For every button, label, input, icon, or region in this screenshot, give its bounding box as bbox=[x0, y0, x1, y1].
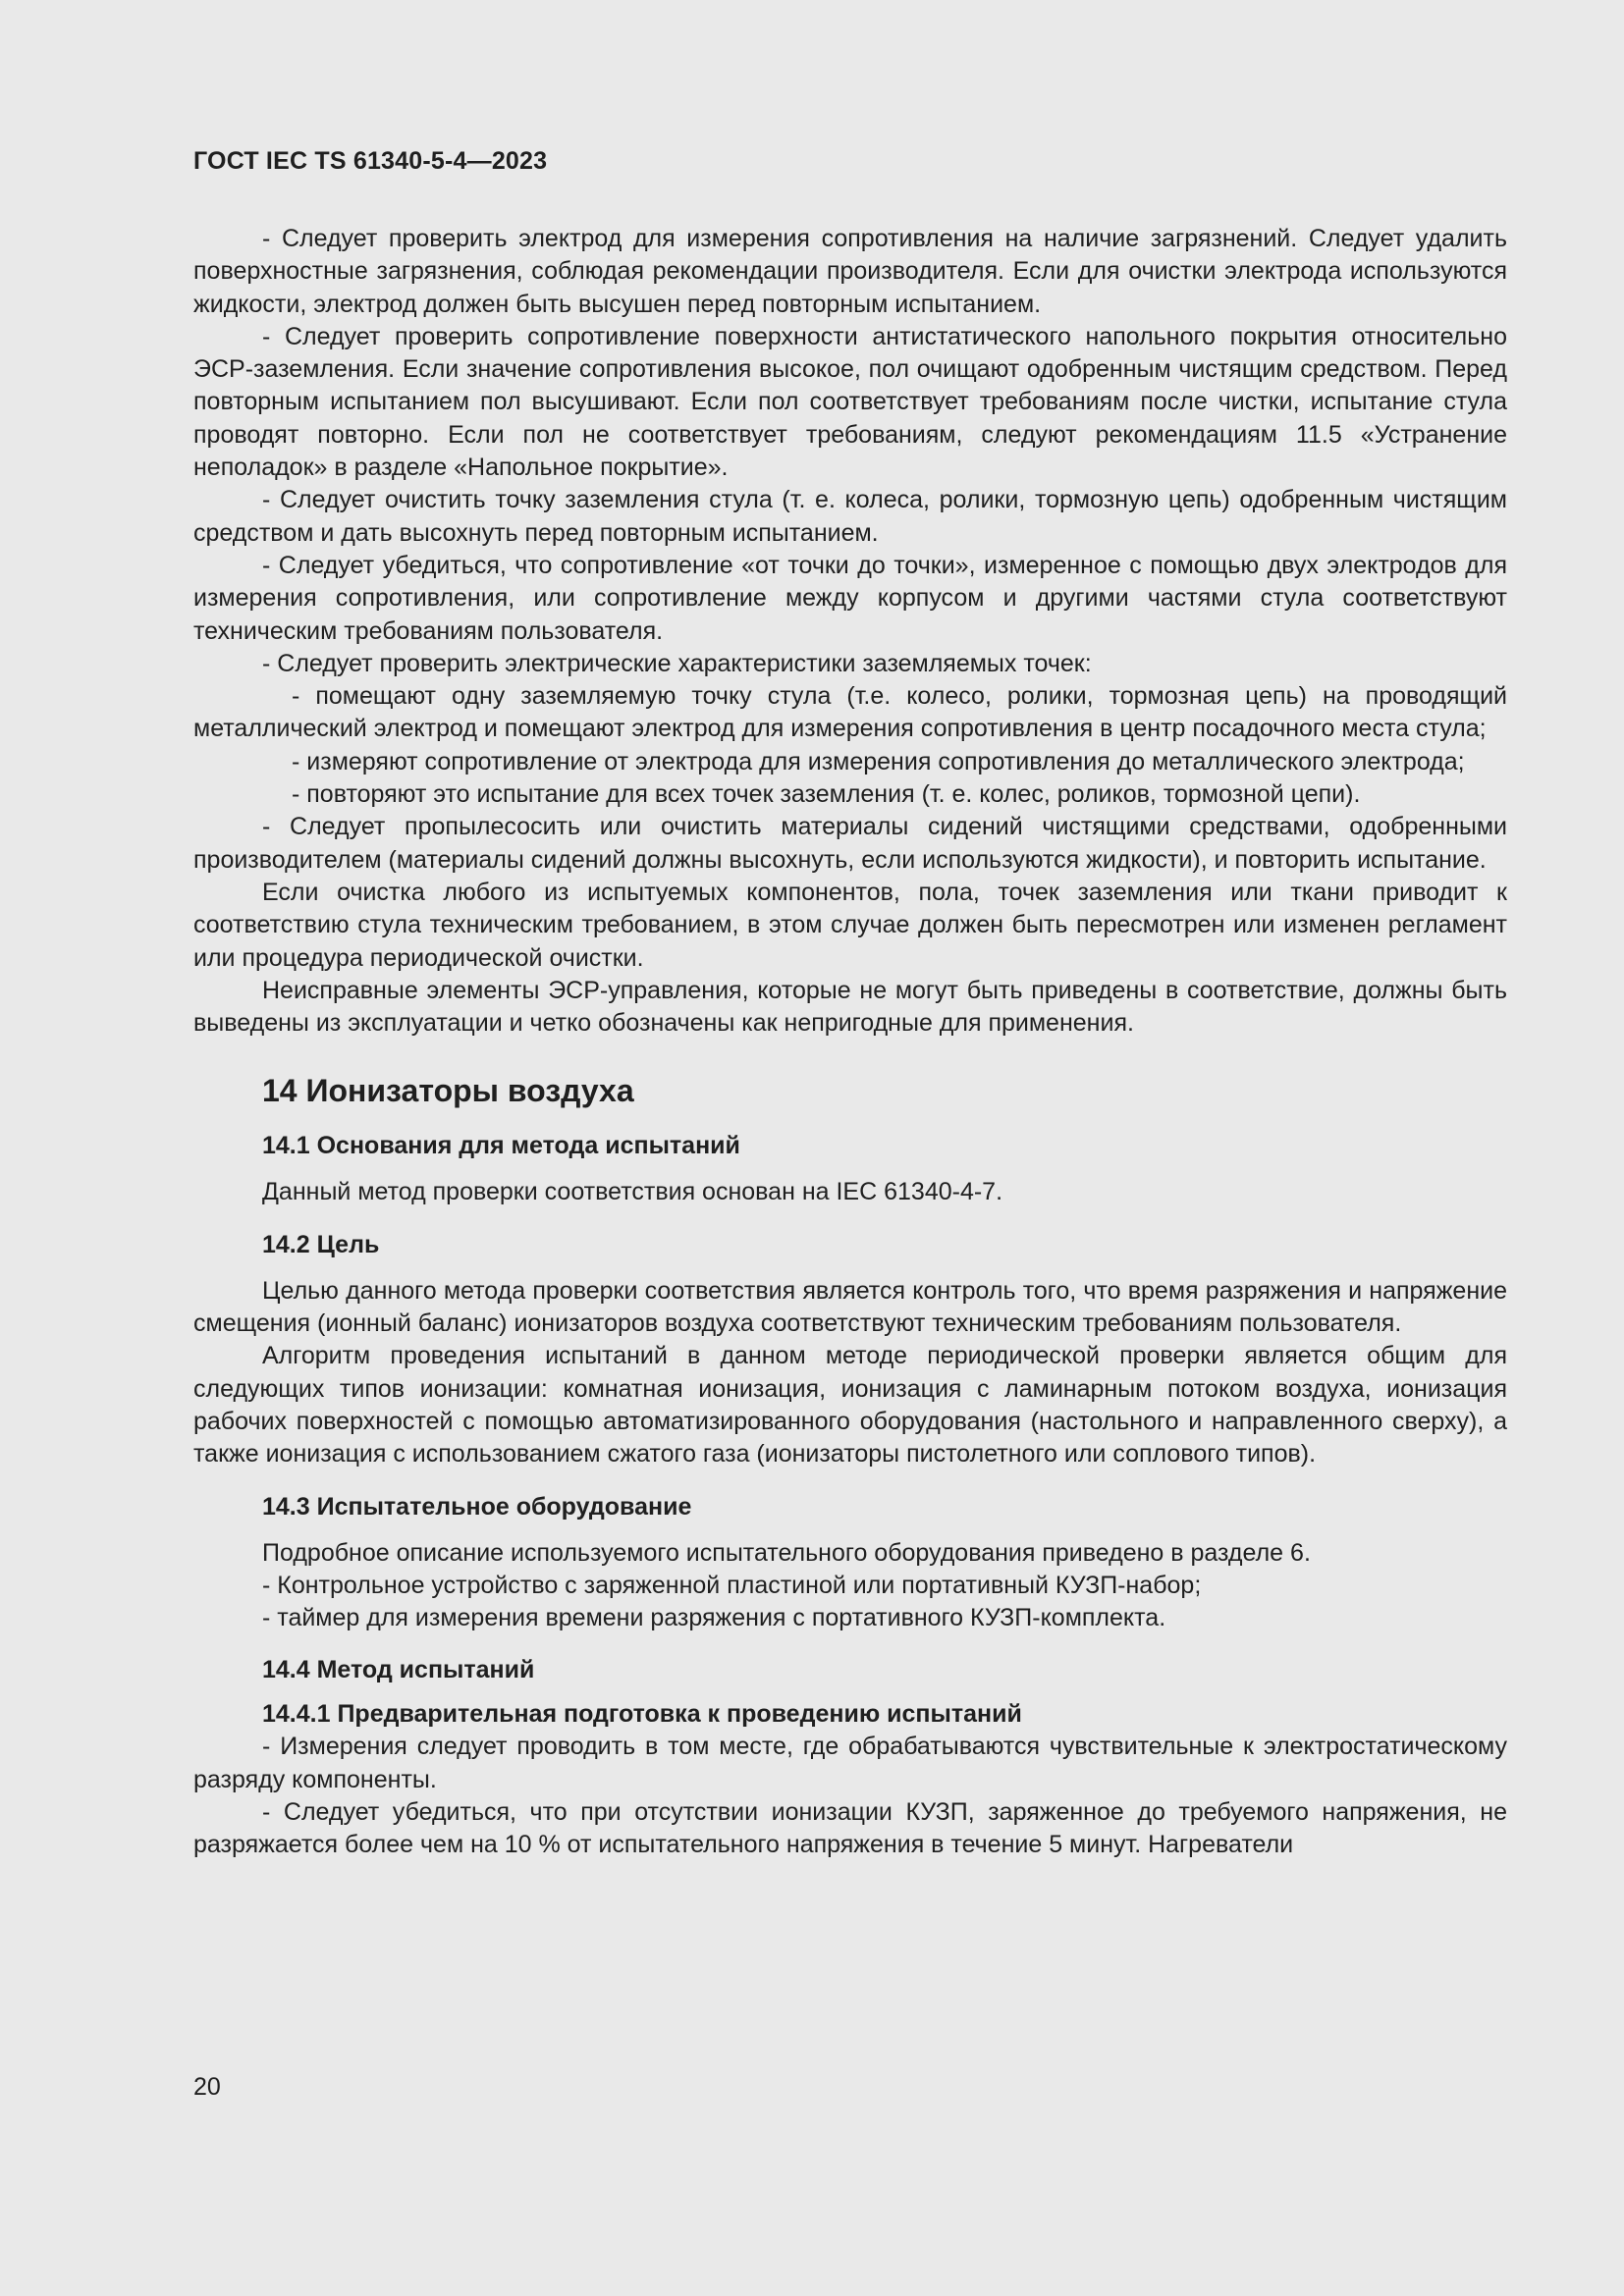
paragraph: - Следует проверить электрод для измерения сопротивления на наличие загрязнений. Следует удалить поверхностные загрязнения, соблюдая рекомендации производителя. Если для очистки электрода используются жидкости, электрод должен быть высушен перед повторным испытанием. bbox=[193, 225, 1507, 318]
subsection-heading-14-3: 14.3 Испытательное оборудование bbox=[262, 1492, 692, 1521]
list-item: - Измерения следует проводить в том месте, где обрабатываются чувствительные к электростатическому разряду компоненты. bbox=[193, 1733, 1507, 1793]
section-heading-14: 14 Ионизаторы воздуха bbox=[262, 1073, 634, 1109]
page-number: 20 bbox=[193, 2073, 221, 2101]
sub-list-item: - измеряют сопротивление от электрода для измерения сопротивления до металлического электрода; bbox=[292, 747, 1465, 775]
paragraph: Данный метод проверки соответствия основан на IEC 61340-4-7. bbox=[262, 1178, 1003, 1206]
subsection-heading-14-4-1: 14.4.1 Предварительная подготовка к проведению испытаний bbox=[262, 1700, 1022, 1729]
paragraph: Если очистка любого из испытуемых компонентов, пола, точек заземления или ткани приводит к соответствию стула техническим требованием, в этом случае должен быть пересмотрен или изменен регламент или процедура периодической очистки. bbox=[193, 878, 1507, 972]
document-header: ГОСТ IEC TS 61340-5-4—2023 bbox=[193, 147, 548, 175]
paragraph: - Следует убедиться, что сопротивление «от точки до точки», измеренное с помощью двух электродов для измерения сопротивления, или сопротивление между корпусом и другими частями стула соответствуют техническим требованиям пользователя. bbox=[193, 551, 1507, 645]
subsection-heading-14-1: 14.1 Основания для метода испытаний bbox=[262, 1132, 740, 1160]
paragraph: - Следует проверить сопротивление поверхности антистатического напольного покрытия относительно ЭСР-заземления. Если значение сопротивления высокое, пол очищают одобренным чистящим средством. Перед повторным испытанием пол высушивают. Если пол соответствует требованиям после чистки, испытание стула проводят повторно. Если пол не соответствует требованиям, следуют рекомендациям 11.5 «Устранение неполадок» в разделе «Напольное покрытие». bbox=[193, 322, 1507, 482]
list-item: - Контрольное устройство с заряженной пластиной или портативный КУЗП-набор; bbox=[262, 1571, 1202, 1599]
sub-list-item: - повторяют это испытание для всех точек заземления (т. е. колес, роликов, тормозной цепи). bbox=[292, 780, 1361, 809]
subsection-heading-14-2: 14.2 Цель bbox=[262, 1230, 380, 1258]
paragraph: - Следует очистить точку заземления стула (т. е. колеса, ролики, тормозную цепь) одобренным чистящим средством и дать высохнуть перед повторным испытанием. bbox=[193, 486, 1507, 547]
list-item: - Следует убедиться, что при отсутствии ионизации КУЗП, заряженное до требуемого напряжения, не разряжается более чем на 10 % от испытательного напряжения в течение 5 минут. Нагреватели bbox=[193, 1797, 1507, 1859]
paragraph: - Следует проверить электрические характеристики заземляемых точек: bbox=[262, 649, 1092, 677]
document-body bbox=[193, 223, 1507, 1862]
paragraph: Неисправные элементы ЭСР-управления, которые не могут быть приведены в соответствие, должны быть выведены из эксплуатации и четко обозначены как непригодные для применения. bbox=[193, 976, 1507, 1038]
list-item: - таймер для измерения времени разряжения с портативного КУЗП-комплекта. bbox=[262, 1604, 1166, 1632]
paragraph: - Следует пропылесосить или очистить материалы сидений чистящими средствами, одобренными производителем (материалы сидений должны высохнуть, если используются жидкости), и повторить испытание. bbox=[193, 813, 1507, 874]
paragraph: Подробное описание используемого испытательного оборудования приведено в разделе 6. bbox=[262, 1538, 1311, 1567]
sub-list-item: - помещают одну заземляемую точку стула (т.е. колесо, ролики, тормозная цепь) на проводящий металлический электрод и помещают электрод для измерения сопротивления в центр посадочного места стула; bbox=[193, 682, 1507, 743]
subsection-heading-14-4: 14.4 Метод испытаний bbox=[262, 1656, 535, 1684]
paragraph: Целью данного метода проверки соответствия является контроль того, что время разряжения и напряжение смещения (ионный баланс) ионизаторов воздуха соответствуют техническим требованиям пользователя. bbox=[193, 1276, 1507, 1338]
paragraph: Алгоритм проведения испытаний в данном методе периодической проверки является общим для следующих типов ионизации: комнатная ионизация, ионизация с ламинарным потоком воздуха, ионизация рабочих поверхностей с помощью автоматизированного оборудования (настольного и направленного сверху), а также ионизация с использованием сжатого газа (ионизаторы пистолетного или соплового типов). bbox=[193, 1342, 1507, 1468]
